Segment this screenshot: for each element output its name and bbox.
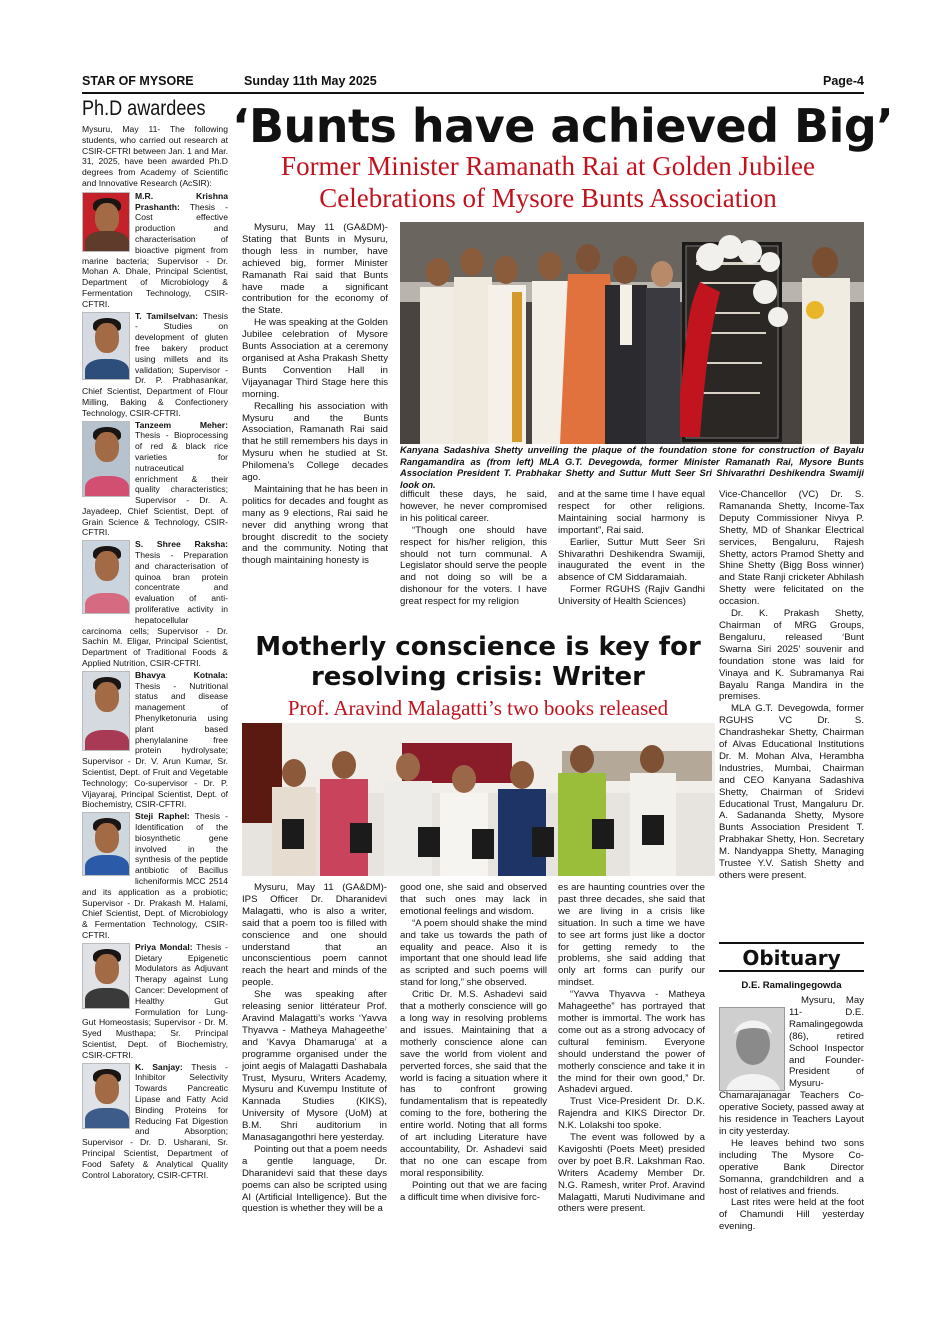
phd-awardees-column — [82, 96, 228, 1296]
awardee-entry — [82, 670, 228, 810]
article-paragraph: MLA G.T. Devegowda, former RGUHS VC Dr. S. Chandrashekar Shetty, Chairman of Alvas Educational Institutions Dr. M. Mohan Alva, Herambha Industries, Mumbai, Chairman and CEO Kanyana Sadashiva Shetty, Chairman of Sridevi Educational Trust, Mangaluru Dr. A. Sadananda Shetty, Mysore Bunts Association President T. Prabhakar Shetty, Hon. Secretary M. Nandyappa Shetty, Managing Trustee Y.V. Satish Shetty and others were present. — [719, 703, 864, 881]
article-paragraph: Maintaining that he has been in politics for decades and fought as many as 9 elections, Rai said he never did anything wrong that brought discredit to the society and the community. Noting that though maintaining honesty is — [242, 483, 388, 567]
article-paragraph: Pointing out that we are facing a difficult time when divisive forc- — [400, 1179, 547, 1203]
obituary-text — [719, 995, 864, 1233]
masthead-rule — [82, 92, 864, 94]
awardee-thesis: Thesis - Inhibitor Selectivity Towards Pancreatic Lipase and Fatty Acid Binding Proteins for Reducing Fat Digestion and Absorption; Supervisor - Dr. D. Usharani, Sr. Principal Scientist, Department of Food Safety & Analytical Quality Control Laboratory, CSIR-CFTRI. — [82, 1061, 228, 1180]
article-paragraph: good one, she said and observed that such ones may lack in emotional feelings and wisdom. — [400, 882, 547, 917]
obituary-name-text: D.E. Ramalingegowda — [741, 980, 842, 991]
portrait-spacer — [719, 995, 789, 1083]
awardee-thesis: Thesis - Nutritional status and disease management of Phenylketonuria using plant based phenylalanine free protein hydrolysate; Supervisor - Dr. V. Arun Kumar, Sr. Scientist, Dept. of Fruit and Vegetable Technology; Co-supervisor - Dr. P. Vijayaraj, Principal Scientist, Dept. of Biochemistry, CSIR-CFTRI. — [82, 680, 228, 810]
motherly-article-col1 — [242, 882, 387, 1215]
bunts-photo-caption: Kanyana Sadashiva Shetty unveiling the plaque of the foundation stone for construction of Bayalu Rangamandira as (from left) MLA G.T. Devegowda, former Minister Ramanath Rai, Mysore Bunts Association President T. Prabhakar Shetty and Suttur Mutt Seer Sri Shivarathri Deshikendra Swamiji look on. — [400, 445, 864, 490]
article-paragraph: “A poem should shake the mind and take us towards the path of equality and peace. Also it is important that one should lead life as scripted and such poems will stand for long,” she observed. — [400, 917, 547, 989]
awardee-list — [82, 191, 228, 1181]
book-release-photo — [242, 723, 715, 876]
article-paragraph: Critic Dr. M.S. Ashadevi said that a motherly conscience will go a long way in resolving problems and issues. Maintaining that a motherly conscience alone can save the world from violent and perverted forces, she said that the world is facing a situation where it has to confront growing fundamentalism that is repeatedly coming to the fore, bothering the entire world. Noting that all forms of art including Literature have accountability, Dr. Ashadevi said that no one can escape from moral responsibility. — [400, 989, 547, 1179]
awardee-name: T. Tamilselvan: — [135, 310, 198, 321]
awardee-name: M.R. Krishna Prashanth: — [135, 190, 228, 212]
awardee-thesis: Thesis - Bioprocessing of red & black rice varieties for nutraceutical enrichment & their quality characteristics; Supervisor - Dr. A. Jayadeep, Chief Scientist, Dept. of Grain Science & Technology, CSIR-CFTRI. — [82, 430, 228, 538]
awardee-entry — [82, 811, 228, 941]
bunts-article-col3 — [558, 489, 705, 608]
awardee-photo — [82, 1063, 130, 1129]
page-number: Page-4 — [823, 74, 864, 88]
article-paragraph: Pointing out that a poem needs a gentle language, Dr. Dharanidevi said that these days poems can also be scripted using AI (Artificial Intelligence). But the question is whether they will be a — [242, 1143, 387, 1215]
awardee-entry — [82, 420, 228, 539]
book-release-illustration — [242, 723, 715, 876]
paper-name: STAR OF MYSORE — [82, 74, 194, 88]
awardee-photo — [82, 540, 130, 614]
awardee-thesis: Thesis - Studies on development of gluten free bakery product using millets and its validation; Supervisor - Dr. P. Prabhasankar, Chief Scientist, Department of Flour Milling, Baking & Confectionery Technology, CSIR-CFTRI. — [82, 310, 228, 418]
awardee-entry — [82, 191, 228, 310]
awardee-name: Bhavya Kotnala: — [135, 669, 228, 680]
article-paragraph: Former RGUHS (Rajiv Gandhi University of Health Sciences) — [558, 584, 705, 608]
bunts-event-photo — [400, 222, 864, 444]
article-paragraph: Recalling his association with Mysuru and the Bunts Association, Ramanath Rai said that he still remembers his days in Mysuru when he studied at St. Philomena’s College decades ago. — [242, 400, 388, 484]
obituary-title: Obituary — [719, 942, 864, 972]
article-paragraph: Mysuru, May 11 (GA&DM)- IPS Officer Dr. Dharanidevi Malagatti, who is also a writer, said that a poem too is filled with conscience and one should understand that an unconscientious poem cannot reach the heart and minds of the people. — [242, 882, 387, 989]
article-paragraph: He was speaking at the Golden Jubilee celebration of Mysore Bunts Association at a ceremony organised at Asha Prakash Shetty Bunts Convention Hall in Vijayanagar Third Stage here this morning. — [242, 317, 388, 400]
article-paragraph: “Though one should have respect for his/her religion, this should not turn communal. A Legislator should serve the people and not doing so will be a dishonour for the voters. I have great respect for my religion — [400, 524, 547, 608]
article-paragraph: Trust Vice-President Dr. D.K. Rajendra and KIKS Director Dr. N.K. Lolakshi too spoke. — [558, 1096, 705, 1132]
awardee-name: Tanzeem Meher: — [135, 419, 228, 430]
article-paragraph: Dr. K. Prakash Shetty, Chairman of MRG Groups, Bengaluru, released ‘Bunt Swarna Siri 2025’ souvenir and foundation stone was laid for Vinaya and K. Subramanya Rai Bayalu Ranga Mandira in the premises. — [719, 608, 864, 703]
article-paragraph: He leaves behind two sons including The Mysore Co-operative Bank Director Somanna, grandchildren and a host of relatives and friends. — [719, 1137, 864, 1197]
bunts-headline: ‘Bunts have achieved Big’ — [232, 99, 894, 153]
motherly-headline: Motherly conscience is key for resolving crisis: Writer — [255, 632, 701, 692]
article-paragraph: Vice-Chancellor (VC) Dr. S. Ramananda Shetty, Income-Tax Deputy Commissioner Nivya P. Shetty, MD of Shankar Electrical services, Bengaluru, Rajesh Shetty, actors Pramod Shetty and Shine Shetty (Bigg Boss winner) and State Ranji cricketer Abhilash Shetty were felicitated on the occasion. — [719, 489, 864, 608]
bunts-photo-illustration — [400, 222, 864, 444]
awardee-photo — [82, 312, 130, 380]
article-paragraph: difficult these days, he said, however, he never compromised in his political career. — [400, 489, 547, 524]
awardee-name: Steji Raphel: — [135, 811, 190, 822]
awardee-photo — [82, 943, 130, 1009]
article-paragraph: Last rites were held at the foot of Chamundi Hill yesterday evening. — [719, 1197, 864, 1233]
awardee-photo — [82, 192, 130, 252]
awardee-thesis: Thesis - Cost effective production and characterisation of bioactive pigment from marine bacteria; Supervisor - Dr. Mohan A. Dhale, Principal Scientist, Department of Microbiology & Fermentation Technology, CSIR-CFTRI. — [82, 201, 228, 309]
article-paragraph: es are haunting countries over the past three decades, she said that we are living in a crisis like situation. In such a time we have to see art forms just like a doctor for getting remedy to the problems, she said adding that only art forms can purify our mindset. — [558, 882, 705, 989]
motherly-article-col2 — [400, 882, 547, 1203]
article-paragraph: Mysuru, May 11- D.E. Ramalingegowda (86), retired School Inspector and Founder-President of Mysuru-Chamarajanagar Teachers Co-operative Society, passed away at his residence in Teachers Layout in city yesterday. — [719, 995, 864, 1137]
awardee-thesis: Thesis - Preparation and characterisation of quinoa bran protein concentrate and evaluation of anti-proliferative activity in hepatocellular carcinoma cells; Supervisor - Dr. Sachin M. Eligar, Principal Scientist, Department of Traditional Foods & Applied Nutrition, CSIR-CFTRI. — [82, 550, 228, 669]
awardee-entry — [82, 942, 228, 1061]
awardee-name: Priya Mondal: — [135, 941, 193, 952]
phd-title: Ph.D awardees — [82, 97, 206, 120]
article-paragraph: She was speaking after releasing senior littérateur Prof. Aravind Malagatti’s works ‘Yavva Thyavva - Matheya Mahageethe’ and ‘Kavya Dhamaruga’ at a programme organised under the joint aegis of Malagatti Dashabala Trust, Mysuru, Writers Academy, Mysuru and Kuvempu Institute of Kannada Studies (KIKS), University of Mysore (UoM) at B.M. Shri auditorium in Manasagangothri here yesterday. — [242, 989, 387, 1144]
motherly-article-col3 — [558, 882, 705, 1215]
awardee-name: S. Shree Raksha: — [135, 539, 228, 550]
awardee-entry — [82, 1062, 228, 1181]
issue-date: Sunday 11th May 2025 — [244, 74, 377, 88]
article-paragraph: The event was followed by a Kavigoshti (Poets Meet) presided over by poet B.R. Lakshman Rao. Writers Academy Member Dr. N.G. Ramesh, writer Prof. Aravind Malagatti, Maruti Nudivimane and others were present. — [558, 1132, 705, 1215]
phd-intro: Mysuru, May 11- The following students, who carried out research at CSIR-CFTRI between Jan. 1 and Mar. 31, 2025, have been awarded Ph.D degrees from Academy of Scientific and Innovative Research (AcSIR): — [82, 124, 228, 188]
article-paragraph: “Yavva Thyavva - Matheya Mahageethe” has portrayed that mother is immortal. The work has come out as a strong advocacy of cultural feminism. Everyone should understand the power of motherly conscience and take it in the mind for their own good,” Dr. Ashadevi argued. — [558, 989, 705, 1096]
bunts-subhead: Former Minister Ramanath Rai at Golden Jubilee Celebrations of Mysore Bunts Association — [281, 151, 815, 213]
awardee-photo — [82, 421, 130, 497]
awardee-name: K. Sanjay: — [135, 1061, 183, 1072]
article-paragraph: Mysuru, May 11 (GA&DM)- Stating that Bunts in Mysuru, though less in number, have achieved big, former Minister Ramanath Rai said that Bunts have made a significant contribution for the economy of the State. — [242, 222, 388, 317]
bunts-article-col2 — [400, 489, 547, 608]
awardee-entry — [82, 539, 228, 669]
obituary-name — [719, 980, 864, 992]
awardee-entry — [82, 311, 228, 419]
awardee-thesis: Thesis - Identification of the biosynthetic gene involved in the synthesis of the peptide antibiotic of Bacillus licheniformis MCC 2514 and its application as a probiotic; Supervisor - Dr. Prakash M. Halami, Chief Scientist, Dept. of Microbiology & Fermentation Technology, CSIR-CFTRI. — [82, 811, 228, 940]
motherly-subhead: Prof. Aravind Malagatti’s two books released — [287, 696, 669, 720]
awardee-photo — [82, 671, 130, 751]
article-paragraph: and at the same time I have equal respect for other religions. Maintaining social harmony is important”, Rai said. — [558, 489, 705, 536]
masthead — [82, 74, 864, 92]
bunts-article-col1 — [242, 222, 388, 567]
awardee-thesis: Thesis - Dietary Epigenetic Modulators as Adjuvant Therapy against Lung Cancer: Development of Healthy Gut Formulation for Lung-Gut Homeostasis; Supervisor - Dr. M. Syed Musthapa; Sr. Principal Scientist, Dept. of Biochemistry, CSIR-CFTRI. — [82, 941, 228, 1060]
awardee-photo — [82, 812, 130, 876]
article-paragraph: Earlier, Suttur Mutt Seer Sri Shivarathri Deshikendra Swamiji, inaugurated the event in the absence of CM Siddaramaiah. — [558, 536, 705, 584]
bunts-article-col4 — [719, 489, 864, 882]
